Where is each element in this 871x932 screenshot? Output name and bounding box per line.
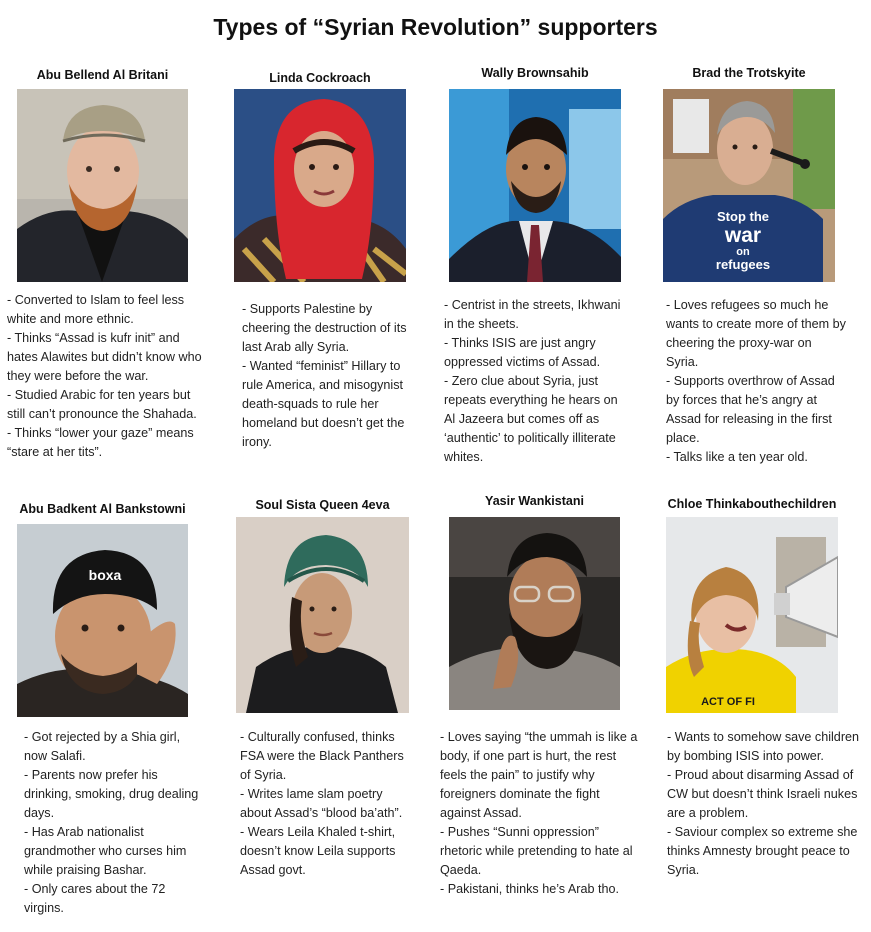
page-title: Types of “Syrian Revolution” supporters — [213, 14, 658, 40]
card-abu-badkent — [3, 502, 203, 516]
bullet-item: - Studied Arabic for ten years but still can’t pronounce the Shahada. — [7, 388, 197, 421]
photo-linda — [234, 89, 406, 282]
bullet-list — [240, 728, 416, 880]
person-name: Abu Badkent Al Bankstowni — [19, 502, 186, 516]
bullet-item: - Loves refugees so much he wants to create more of them by cheering the proxy-war on Syria. — [666, 298, 846, 369]
card-yasir — [435, 494, 635, 508]
bullet-item: - Saviour complex so extreme she thinks Amnesty brought peace to Syria. — [667, 825, 858, 877]
person-name: Brad the Trotskyite — [692, 66, 806, 80]
bullet-item: - Has Arab nationalist grandmother who curses him while praising Bashar. — [24, 825, 187, 877]
bullet-item: - Wears Leila Khaled t-shirt, doesn’t know Leila supports Assad govt. — [240, 825, 396, 877]
bullet-item: - Talks like a ten year old. — [666, 450, 808, 464]
person-name: Wally Brownsahib — [481, 66, 589, 80]
bullet-item: - Only cares about the 72 virgins. — [24, 882, 166, 915]
photo-brad — [663, 89, 835, 282]
bullet-item: - Converted to Islam to feel less white and more ethnic. — [7, 293, 185, 326]
bullet-item: - Thinks ISIS are just angry oppressed victims of Assad. — [444, 336, 601, 369]
bullet-list — [7, 291, 207, 462]
person-name: Chloe Thinkabouthechildren — [667, 497, 837, 511]
bullet-item: - Pushes “Sunni oppression” rhetoric while pretending to hate al Qaeda. — [440, 825, 633, 877]
shirt-text: ACT OF FI — [701, 696, 755, 708]
person-name: Linda Cockroach — [269, 71, 371, 85]
shirt-text: war — [724, 224, 762, 247]
bullet-list — [444, 296, 630, 467]
bullet-item: - Thinks “lower your gaze” means “stare at her tits”. — [7, 426, 194, 459]
card-soul-sista — [223, 498, 423, 512]
card-chloe — [652, 497, 852, 511]
bullet-list — [667, 728, 863, 880]
bullet-list — [440, 728, 640, 899]
bullet-item: - Proud about disarming Assad of CW but doesn’t think Israeli nukes are a problem. — [667, 768, 858, 820]
cap-text: boxa — [88, 567, 122, 583]
bullet-item: - Got rejected by a Shia girl, now Salafi. — [24, 730, 181, 763]
photo-abu-badkent — [17, 524, 188, 717]
photo-chloe — [666, 517, 838, 713]
bullet-item: - Wants to somehow save children by bombing ISIS into power. — [667, 730, 860, 763]
person-name: Abu Bellend Al Britani — [36, 68, 169, 82]
bullet-item: - Supports overthrow of Assad by forces that he’s angry at Assad for releasing in the first place. — [666, 374, 835, 445]
bullet-list — [24, 728, 204, 918]
card-wally — [435, 66, 635, 80]
photo-soul-sista — [236, 517, 409, 713]
bullet-item: - Parents now prefer his drinking, smoking, drug dealing days. — [24, 768, 199, 820]
shirt-text: on — [736, 246, 750, 258]
photo-wally — [449, 89, 621, 282]
bullet-item: - Thinks “Assad is kufr init” and hates Alawites but didn’t know who they were before the war. — [7, 331, 202, 383]
person-name: Yasir Wankistani — [485, 494, 584, 508]
shirt-text: refugees — [715, 257, 771, 272]
bullet-item: - Loves saying “the ummah is like a body, if one part is hurt, the rest feels the pain” to justify why foreigners dominate the fight against Assad. — [440, 730, 638, 820]
bullet-list — [666, 296, 846, 467]
bullet-item: - Wanted “feminist” Hillary to rule America, and misogynist death-squads to rule her homeland but doesn’t get the irony. — [242, 359, 405, 449]
bullet-list — [242, 300, 412, 452]
bullet-item: - Zero clue about Syria, just repeats everything he hears on Al Jazeera but comes off as ‘authentic’ to politically illiterate whites. — [444, 374, 618, 464]
photo-abu-bellend — [17, 89, 188, 282]
bullet-item: - Culturally confused, thinks FSA were the Black Panthers of Syria. — [240, 730, 404, 782]
bullet-item: - Pakistani, thinks he’s Arab tho. — [440, 882, 619, 896]
card-abu-bellend — [3, 68, 203, 82]
person-name: Soul Sista Queen 4eva — [255, 498, 390, 512]
shirt-text: Stop the — [717, 209, 769, 224]
bullet-item: - Supports Palestine by cheering the destruction of its last Arab ally Syria. — [242, 302, 407, 354]
bullet-item: - Centrist in the streets, Ikhwani in the sheets. — [444, 298, 621, 331]
photo-yasir — [449, 517, 620, 710]
bullet-item: - Writes lame slam poetry about Assad’s “blood ba’ath”. — [240, 787, 403, 820]
card-linda — [220, 71, 420, 85]
card-brad — [649, 66, 849, 80]
